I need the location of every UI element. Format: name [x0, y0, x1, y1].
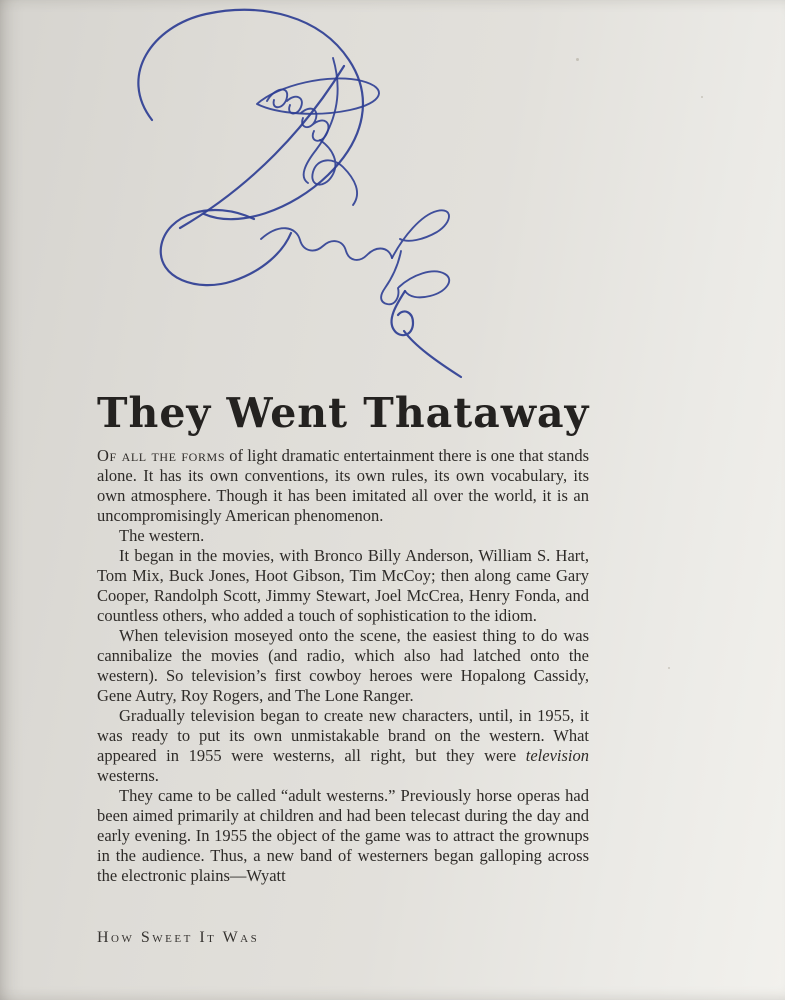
paper-speck	[576, 58, 579, 61]
paper-speck	[668, 667, 670, 669]
text-segment: When television moseyed onto the scene, the easiest thing to do was cannibalize the movies (and radio, which also had latched onto the western). So television’s first cowboy heroes were Hopalong Cassidy, Gene Autry, Roy Rogers, and The Lone Ranger.	[97, 626, 589, 705]
paragraph	[97, 546, 589, 626]
text-segment: Gradually television began to create new characters, until, in 1955, it was ready to put its own unmistakable brand on the western. What appeared in 1955 were westerns, all right, but they were	[97, 706, 589, 765]
text-segment: Of all the forms	[97, 446, 226, 465]
running-footer-book-title: How Sweet It Was	[97, 929, 260, 946]
text-segment: The western.	[119, 526, 205, 545]
paragraph	[97, 446, 589, 526]
body-text	[97, 446, 589, 886]
text-segment: westerns.	[97, 766, 159, 785]
paragraph	[97, 626, 589, 706]
chapter-title: They Went Thataway	[97, 389, 590, 438]
paragraph	[97, 526, 589, 546]
paragraph	[97, 786, 589, 886]
text-segment: They came to be called “adult westerns.” Previously horse operas had been aimed primarily at children and had been telecast during the day and early evening. In 1955 the object of the game was to attract the grownups in the audience. Thus, a new band of westerners began galloping across the electronic plains—Wyatt	[97, 786, 589, 885]
paragraph	[97, 706, 589, 786]
text-segment: of light dramatic entertainment there is one that stands alone. It has its own conventions, its own rules, its own vocabulary, its own atmosphere. Though it has been imitated all over the world, it is an uncompromisingly American phenomenon.	[97, 446, 589, 525]
paper-speck	[701, 96, 703, 98]
text-segment: television	[525, 746, 589, 765]
text-segment: It began in the movies, with Bronco Billy Anderson, William S. Hart, Tom Mix, Buck Jones, Hoot Gibson, Tim McCoy; then along came Gary Cooper, Randolph Scott, Jimmy Stewart, Joel McCrea, Henry Fonda, and countless others, who added a touch of sophistication to the idiom.	[97, 546, 589, 625]
